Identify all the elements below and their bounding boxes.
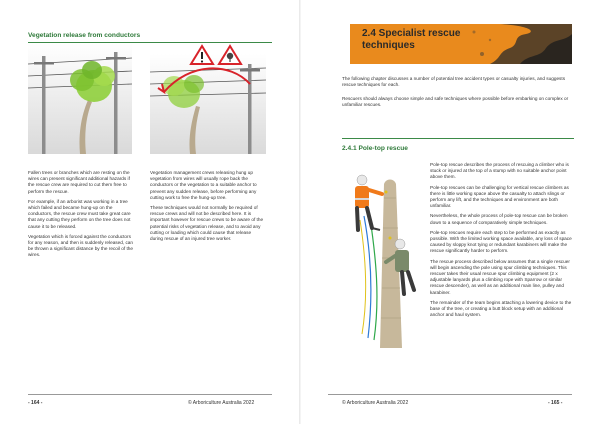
paragraph: For example, if an arborist was working in a tree which failed and became hung-up on the conductors, the rescue crew must take great care that any cutting they perform on the tree does not cause it to be released.: [28, 198, 131, 229]
paragraph: Pole-top rescue describes the process of rescuing a climber who is stuck or injured at the top of a stump with no suitable anchor point above them.: [430, 162, 569, 180]
pole-top-rescue-illustration: [340, 158, 428, 348]
vegetation-release-illustration: [150, 44, 266, 154]
paragraph: Pole-top rescues can be challenging for vertical rescue climbers as there is little working space above the casualty to attach slings or perform any lift, and the techniques and environment are both unfamiliar.: [430, 184, 569, 209]
section-subheading: 2.4.1 Pole-top rescue: [342, 145, 408, 152]
right-column-text: [150, 170, 264, 246]
intro-paragraph: Rescuers should always choose simple and safe techniques where possible before embarking on complex or unfamiliar rescues.: [342, 96, 569, 108]
heading-rule: [28, 42, 272, 43]
left-column-text: [28, 170, 136, 263]
paragraph: The remainder of the team begins attaching a lowering device to the base of the tree, or creating a butt block setup with an additional anchor and haul system.: [430, 299, 572, 318]
intro-paragraph: The following chapter discusses a number of potential tree accident types or casualty injuries, and suggests rescue techniques for each.: [342, 76, 566, 88]
footer-rule: [328, 394, 572, 395]
paragraph: Nevertheless, the whole process of pole-top rescue can be broken down to a sequence of comparatively simple techniques.: [430, 213, 568, 225]
paragraph: Pole-top rescues require each step to be performed as exactly as possible. With the limited working space available, any loss of space caused by sloppy knot tying or redundant karabiners will make the rescue significantly harder to perform.: [430, 229, 572, 254]
page-number: - 164 -: [28, 400, 43, 406]
footer-rule: [28, 394, 272, 395]
paragraph: Fallen trees or branches which are resting on the wires can present significant additional hazards if the rescue crew are required to cut them free to perform the rescue.: [28, 170, 130, 194]
chapter-banner: [350, 24, 572, 64]
pole-top-body-text: [430, 162, 574, 322]
copyright: © Arboriculture Australia 2022: [188, 400, 255, 406]
paragraph: Vegetation management crews releasing hung up vegetation from wires will usually rope back the conductors or the vegetation to a suitable anchor to prevent any sudden release, before performing any cutting work to free the hung-up tree.: [150, 170, 257, 200]
copyright: © Arboriculture Australia 2022: [342, 400, 409, 406]
rescuer-figure: [355, 175, 382, 230]
page-number: - 165 -: [548, 400, 563, 406]
subheading-rule: [342, 138, 574, 139]
paragraph: The rescue process described below assumes that a single rescuer will begin ascending the pole using spur climbing techniques. This rescuer takes their usual rescue spur climbing equipment (2 x adjustable lanyards plus a climbing rope with Sparrow or similar rescue descender), as well as an additional main line, pulley and karabiner.: [430, 258, 570, 295]
paragraph: Vegetation which is forced against the conductors for any reason, and then is suddenly released, can be thrown a significant distance by the recoil of the wires.: [28, 233, 134, 258]
tree-on-conductors-illustration: [28, 44, 132, 154]
paragraph: These techniques would not normally be required of rescue crews and will not be described here. It is important however for rescue crews to be aware of the potential risks of vegetation release, and to avoid any cutting or loading which could cause that release during rescue of an injured tree worker.: [150, 205, 264, 242]
chapter-title: 2.4 Specialist rescue techniques: [362, 28, 461, 51]
section-heading: Vegetation release from conductors: [28, 32, 141, 39]
